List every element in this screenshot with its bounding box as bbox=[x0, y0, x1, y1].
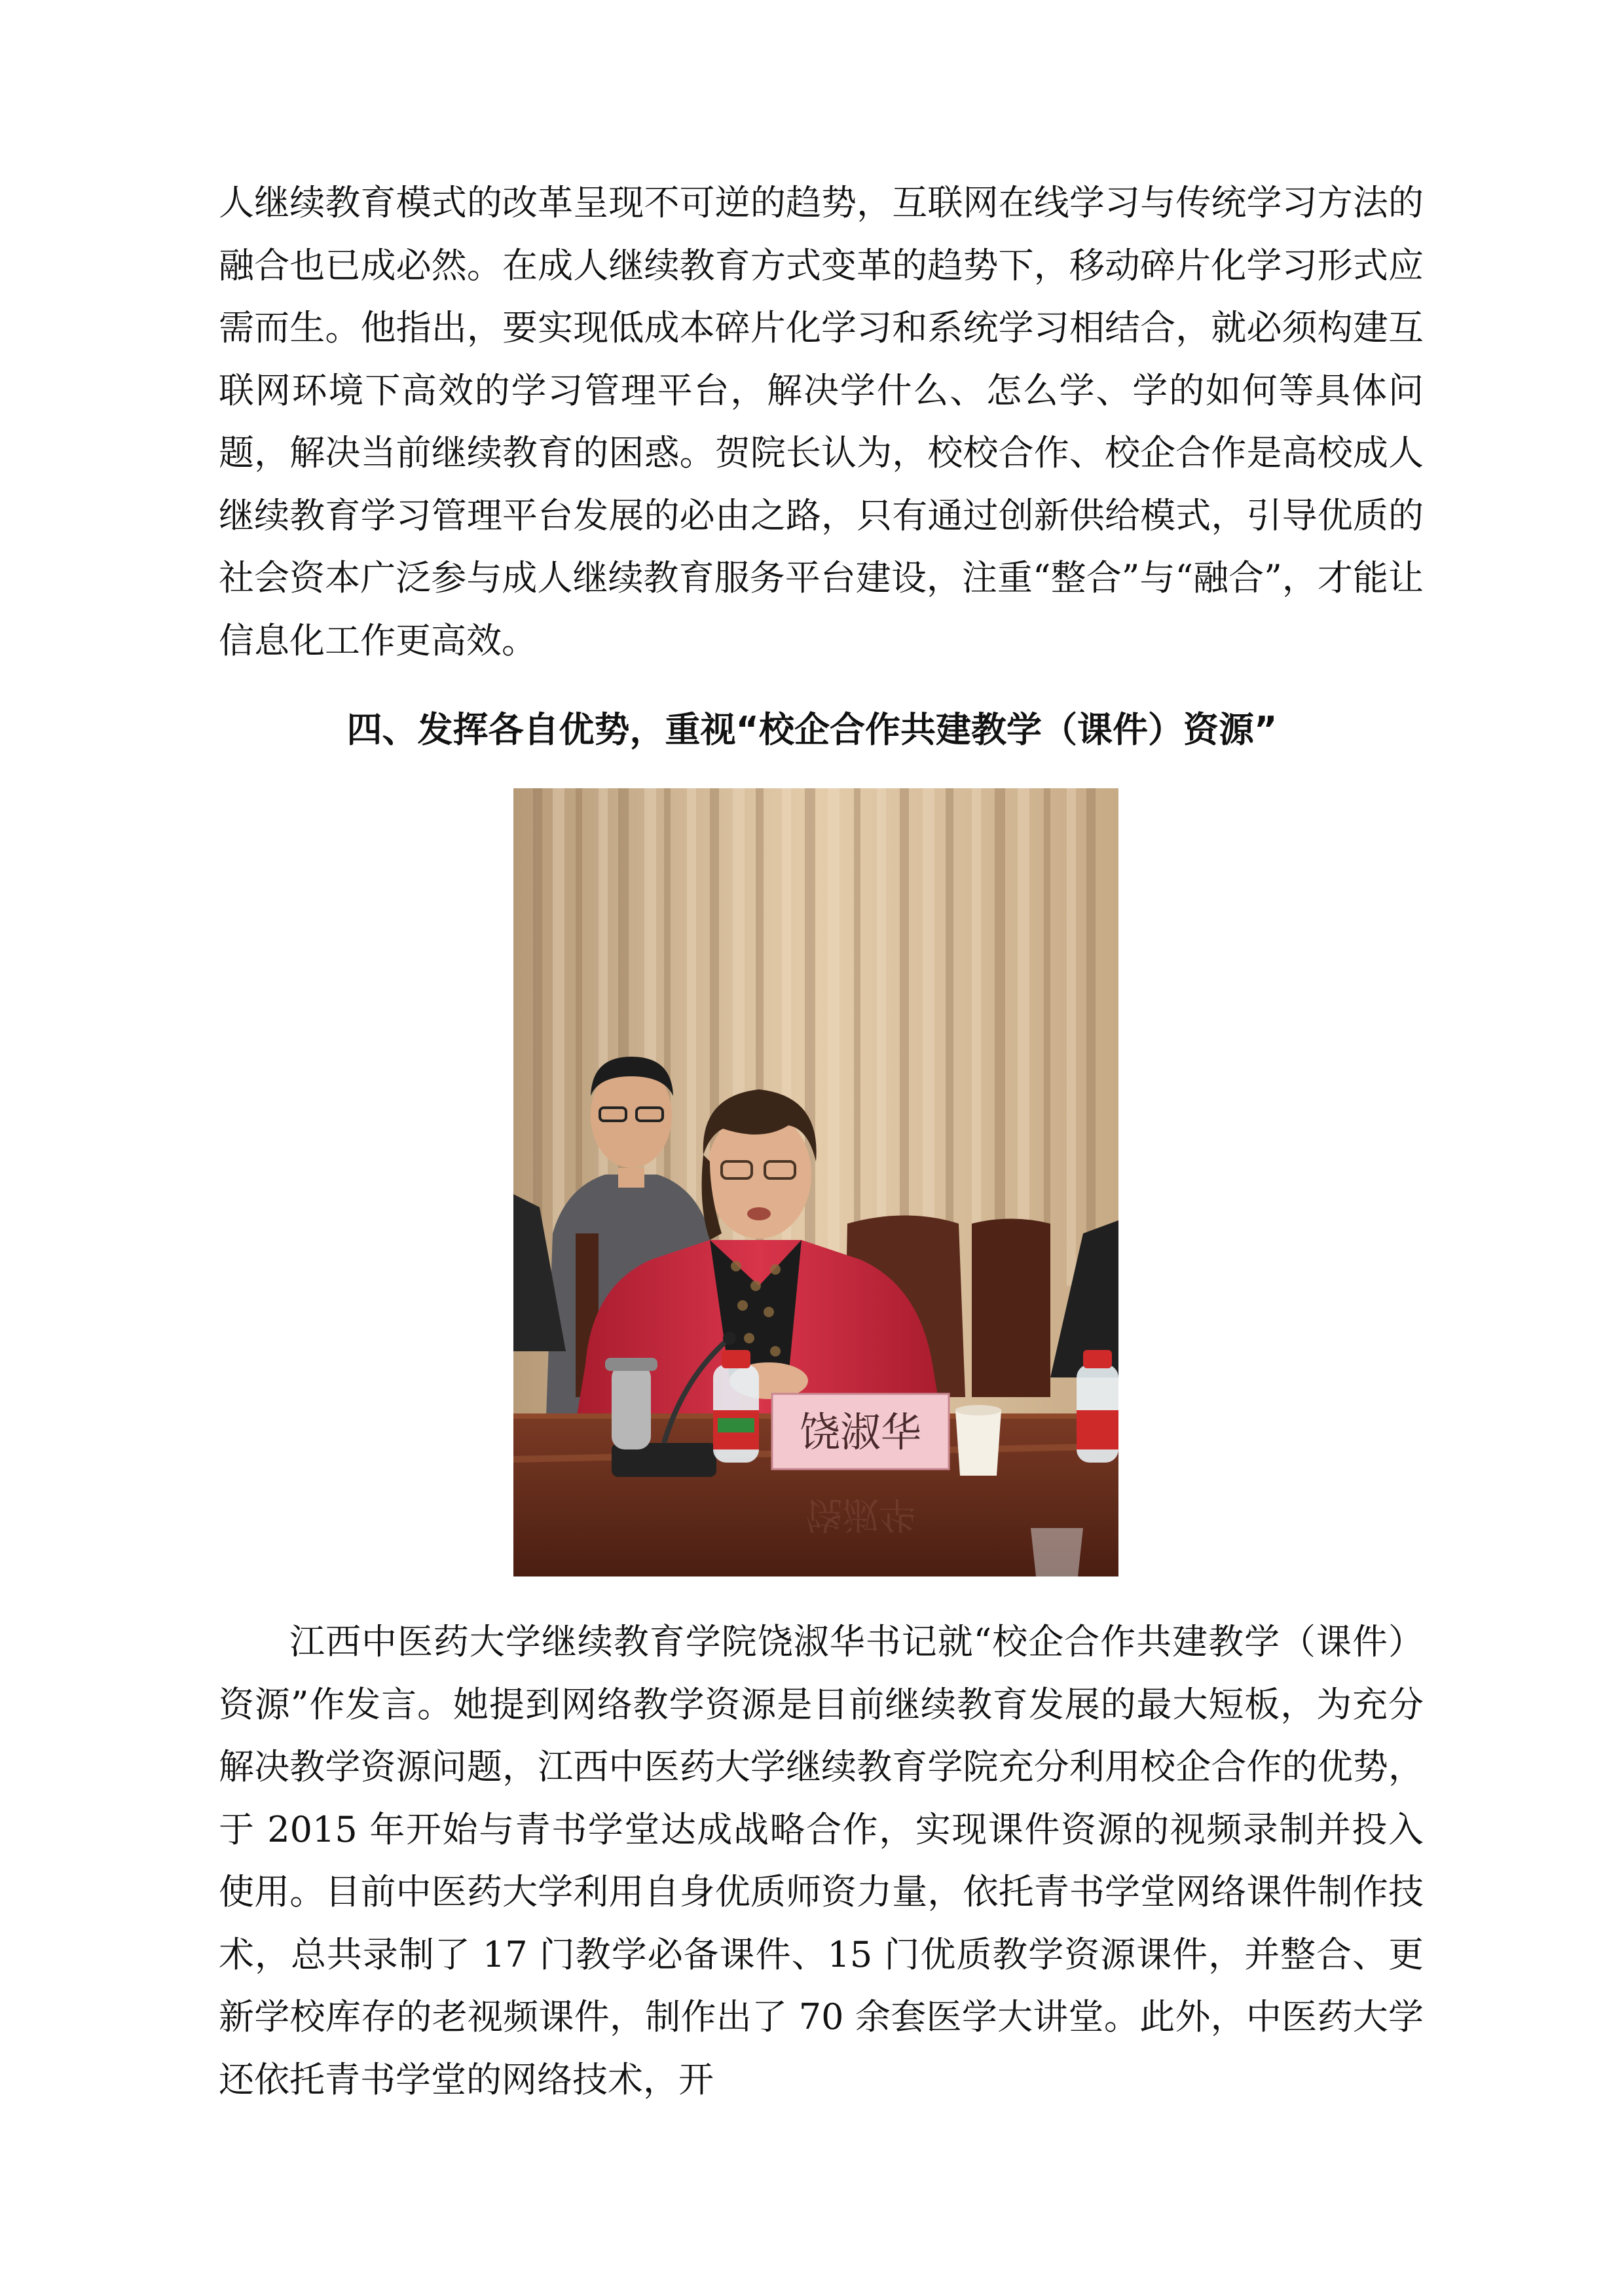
section-heading: 四、发挥各自优势，重视“校企合作共建教学（课件）资源” bbox=[346, 709, 1278, 750]
paragraph-2: 江西中医药大学继续教育学院饶淑华书记就“校企合作共建教学（课件）资源”作发言。她提到网络教学资源是目前继续教育发展的最大短板，为充分解决教学资源问题，江西中医药大学继续教育学院充分利用校企合作的优势，于 2015 年开始与青书学堂达成战略合作，实现课件资源的视频录制并投入使用。目前中医药大学利用自身优质师资力量，依托青书学堂网络课件制作技术，总共录制了 17 门教学必备课件、15 门优质教学资源课件，并整合、更新学校库存的老视频课件，制作出了 70 余套医学大讲堂。此外，中医药大学还依托青书学堂的网络技术，开 bbox=[219, 1621, 1424, 2100]
speaker-photo bbox=[513, 788, 1118, 1576]
paragraph-1: 人继续教育模式的改革呈现不可逆的趋势，互联网在线学习与传统学习方法的融合也已成必然。在成人继续教育方式变革的趋势下，移动碎片化学习形式应需而生。他指出，要实现低成本碎片化学习和系统学习相结合，就必须构建互联网环境下高效的学习管理平台，解决学什么、怎么学、学的如何等具体问题，解决当前继续教育的困惑。贺院长认为，校校合作、校企合作是高校成人继续教育学习管理平台发展的必由之路，只有通过创新供给模式，引导优质的社会资本广泛参与成人继续教育服务平台建设，注重“整合”与“融合”，才能让信息化工作更高效。 bbox=[219, 182, 1424, 661]
speaker-photo-illustration bbox=[513, 788, 1118, 1576]
nameplate-reflection: 饶淑华 bbox=[805, 1493, 915, 1535]
nameplate-label: 饶淑华 bbox=[799, 1408, 922, 1456]
